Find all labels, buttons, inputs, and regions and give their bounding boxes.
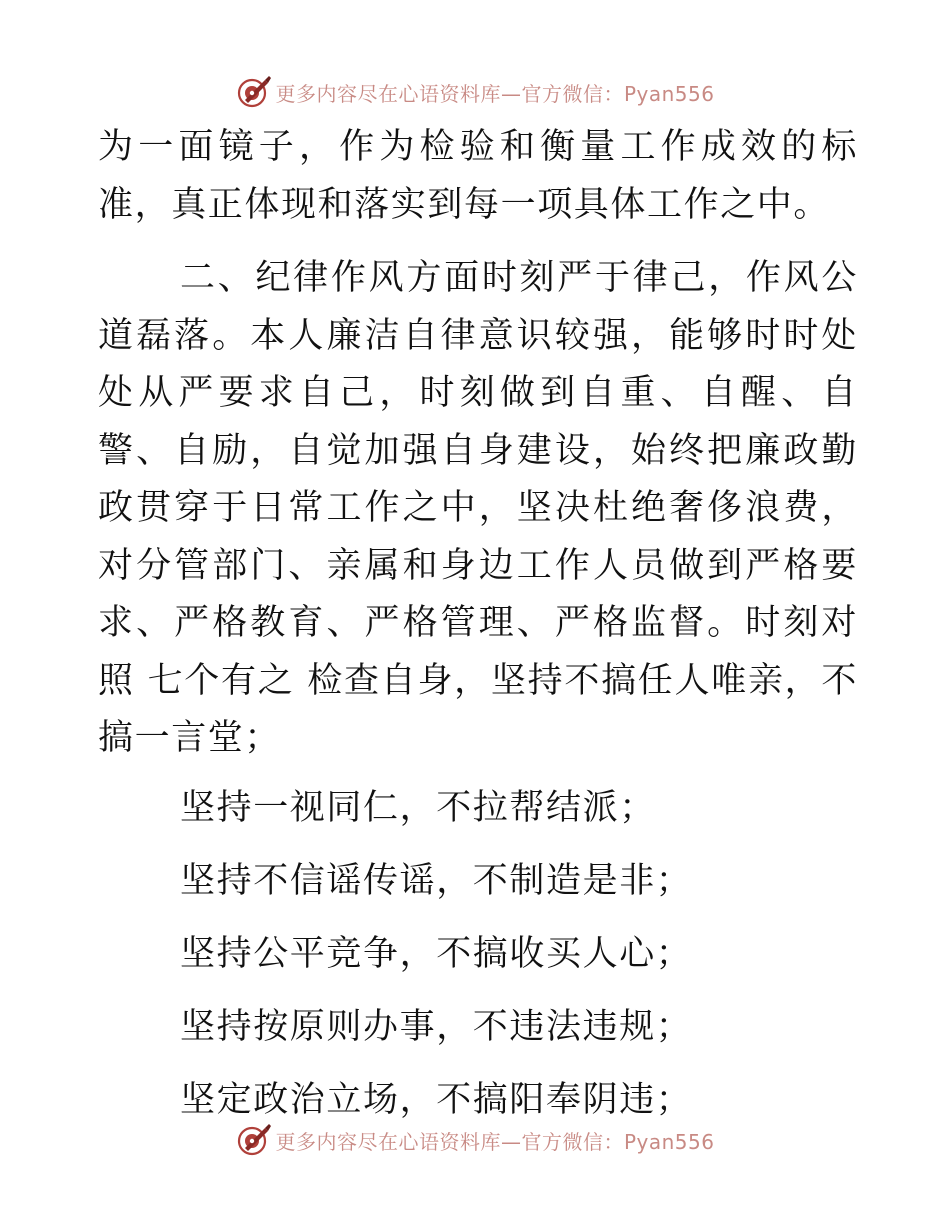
pen-logo-icon bbox=[235, 74, 271, 110]
pen-logo-icon bbox=[235, 1122, 271, 1158]
banner-text: 更多内容尽在心语资料库—官方微信：Pyan556 bbox=[275, 81, 715, 106]
paragraph-continuation: 为一面镜子，作为检验和衡量工作成效的标准，真正体现和落实到每一项具体工作之中。 bbox=[98, 127, 858, 225]
list-item: 坚持一视同仁，不拉帮结派； bbox=[180, 787, 656, 828]
footer-watermark-banner bbox=[0, 1118, 950, 1162]
banner-text: 更多内容尽在心语资料库—官方微信：Pyan556 bbox=[275, 1129, 715, 1154]
list-item: 坚持按原则办事，不违法违规； bbox=[180, 1006, 693, 1047]
document-body bbox=[98, 119, 858, 1137]
list-item: 坚持公平竞争，不搞收买人心； bbox=[180, 933, 693, 974]
list-item: 坚定政治立场，不搞阳奉阴违； bbox=[180, 1079, 693, 1120]
list-item: 坚持不信谣传谣，不制造是非； bbox=[180, 860, 693, 901]
paragraph-discipline: 二、纪律作风方面时刻严于律己，作风公道磊落。本人廉洁自律意识较强，能够时时处处从严要求自己，时刻做到自重、自醒、自警、自励，自觉加强自身建设，始终把廉政勤政贯穿于日常工作之中，坚决杜绝奢侈浪费，对分管部门、亲属和身边工作人员做到严格要求、严格教育、严格管理、严格监督。时刻对照 七个有之 检查自身，坚持不搞任人唯亲，不搞一言堂； bbox=[98, 258, 858, 758]
header-watermark-banner bbox=[0, 70, 950, 114]
